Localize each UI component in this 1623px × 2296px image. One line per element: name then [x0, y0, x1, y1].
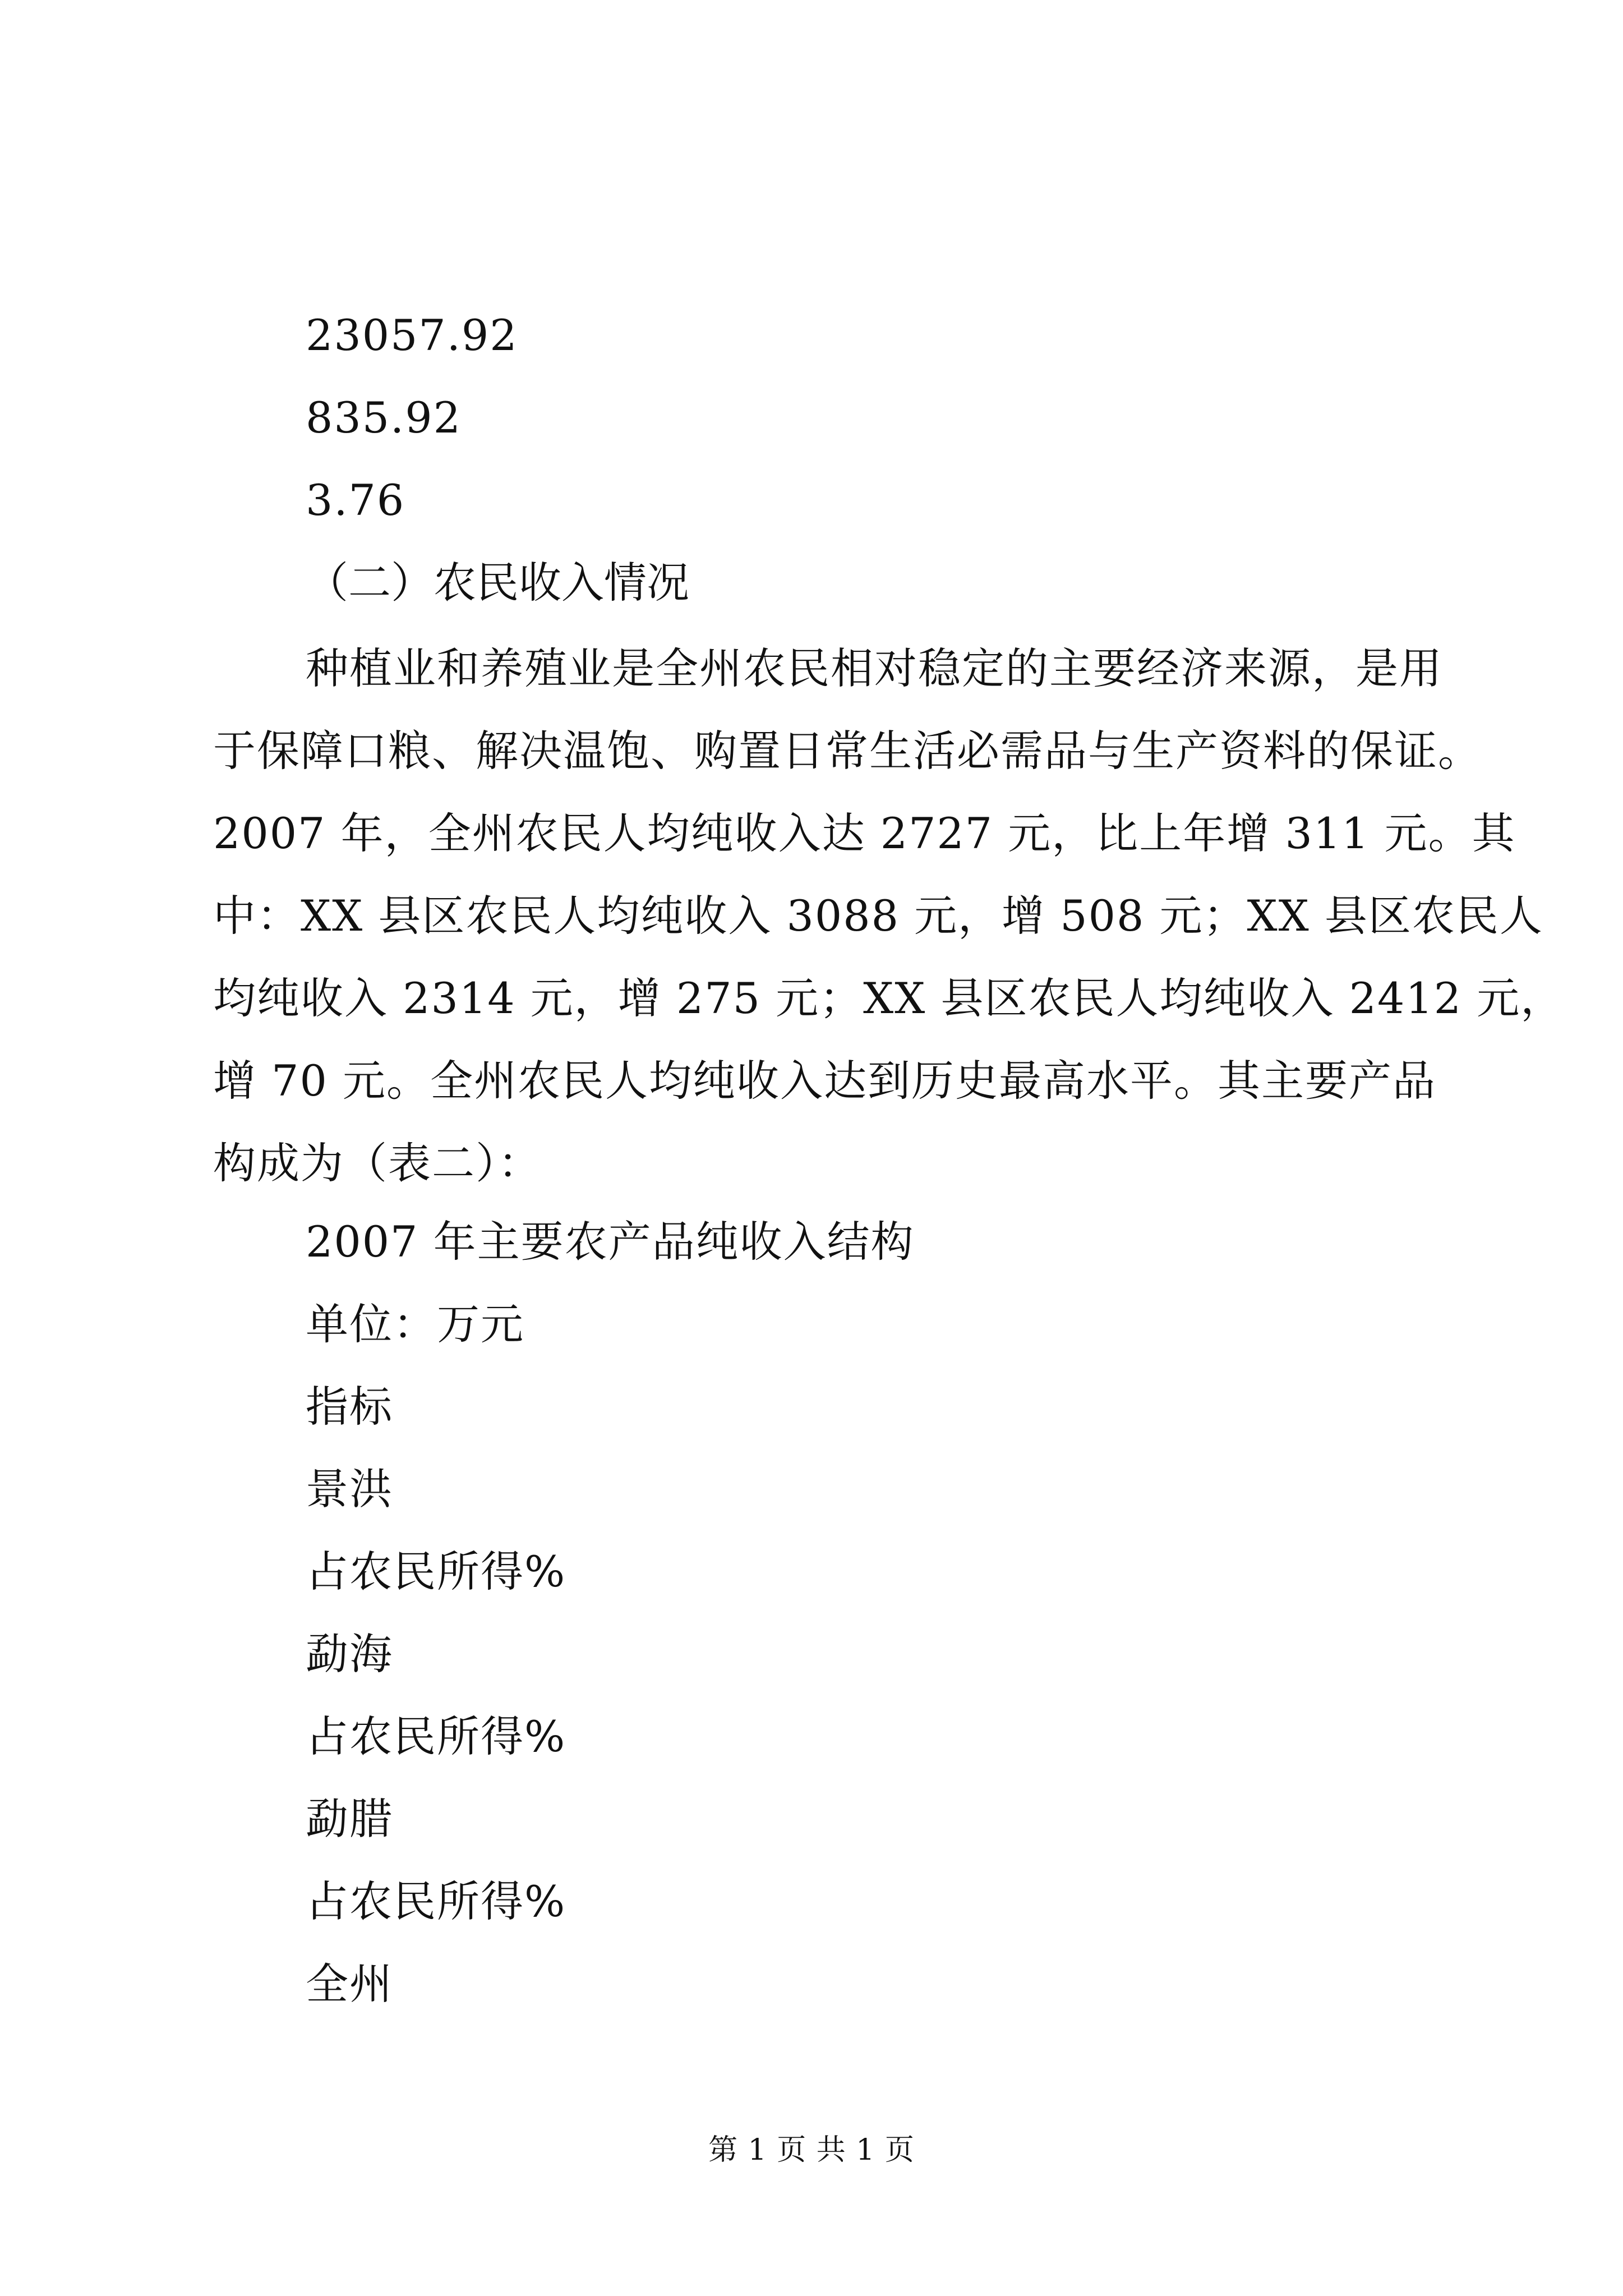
table-unit: 单位：万元	[306, 1299, 524, 1349]
paragraph-line: 2007 年，全州农民人均纯收入达 2727 元，比上年增 311 元。其	[213, 808, 1516, 858]
paragraph-line: 均纯收入 2314 元，增 275 元；XX 县区农民人均纯收入 2412 元，	[213, 973, 1565, 1023]
table-header-cell: 勐腊	[306, 1794, 393, 1844]
paragraph-line: 中：XX 县区农民人均纯收入 3088 元，增 508 元；XX 县区农民人	[213, 891, 1543, 941]
paragraph-line: 增 70 元。全州农民人均纯收入达到历史最高水平。其主要产品	[213, 1056, 1437, 1106]
table-header-cell: 占农民所得%	[306, 1547, 566, 1596]
value-line-3: 3.76	[306, 475, 405, 525]
paragraph-line: 种植业和养殖业是全州农民相对稳定的主要经济来源，是用	[306, 643, 1443, 693]
body-paragraph	[213, 627, 1565, 1204]
table-header-cell: 景洪	[306, 1464, 393, 1514]
value-line-2: 835.92	[306, 393, 462, 443]
table-header-cell: 勐海	[306, 1629, 393, 1679]
paragraph-line: 构成为（表二）：	[213, 1138, 542, 1188]
table-header-cell: 指标	[306, 1382, 393, 1432]
paragraph-line: 于保障口粮、解决温饱、购置日常生活必需品与生产资料的保证。	[213, 726, 1482, 776]
table-header-cell: 占农民所得%	[306, 1711, 566, 1761]
page-footer: 第 1 页 共 1 页	[708, 2133, 915, 2167]
value-line-1: 23057.92	[306, 310, 518, 360]
table-header-cell: 占农民所得%	[306, 1876, 566, 1926]
table-header-cell: 全州	[306, 1959, 393, 2009]
table-title: 2007 年主要农产品纯收入结构	[306, 1217, 915, 1267]
section-heading: （二）农民收入情况	[306, 558, 689, 608]
